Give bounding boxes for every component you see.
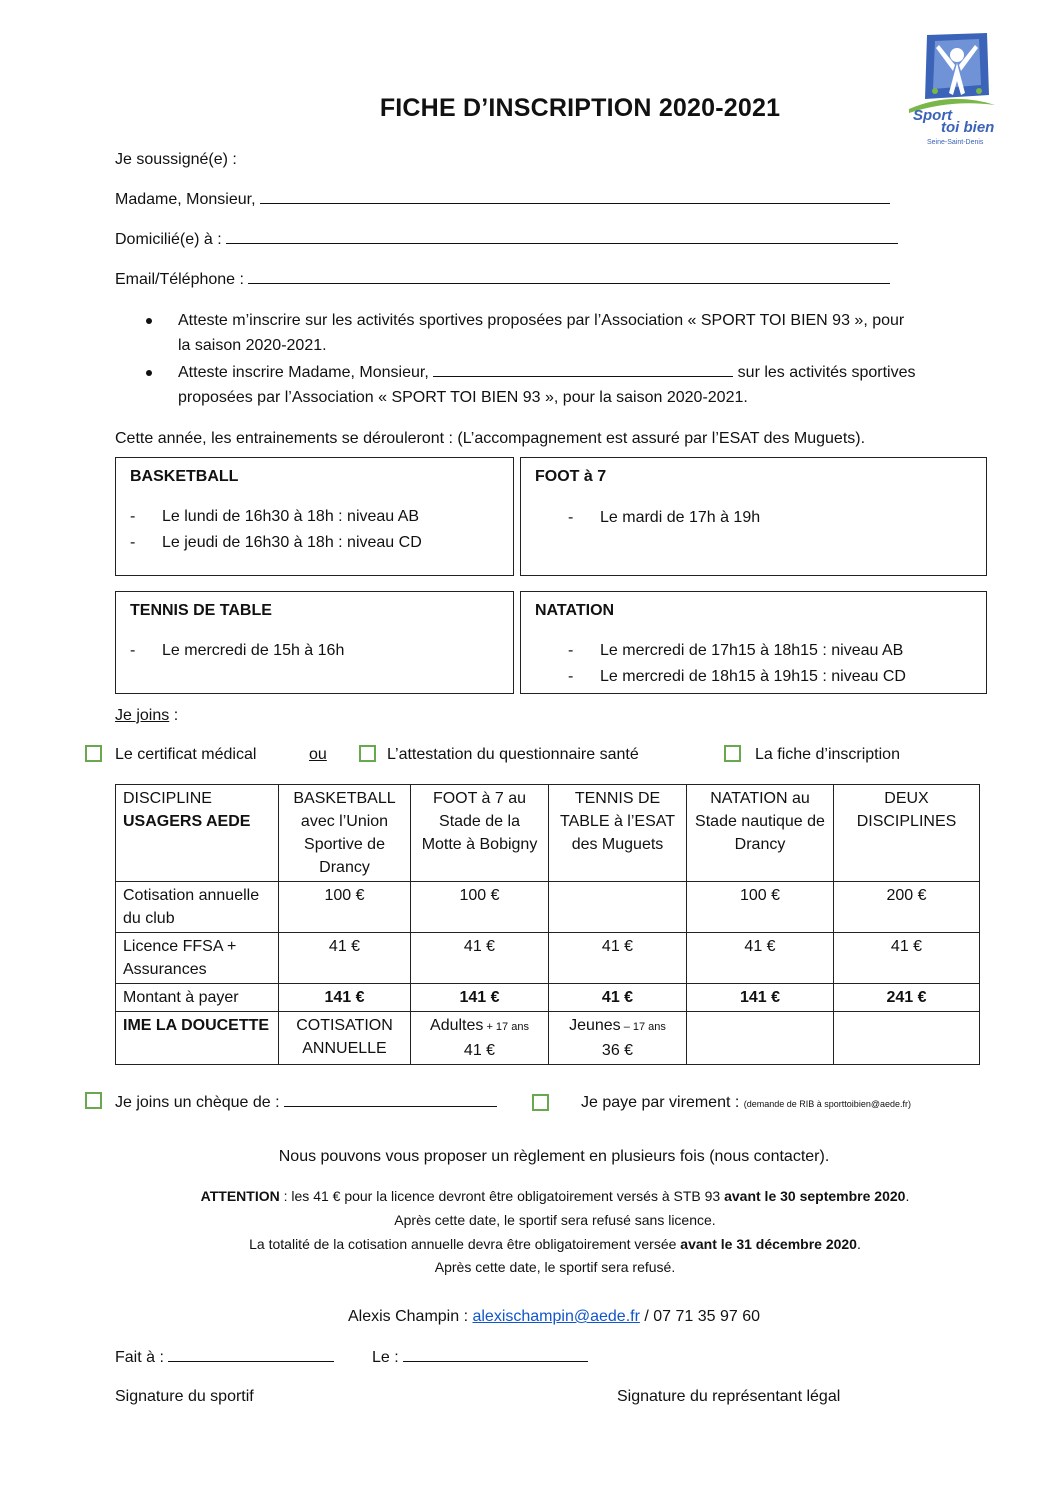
table-cell: IME LA DOUCETTE bbox=[116, 1012, 279, 1065]
table-cell: DEUX DISCIPLINES bbox=[834, 785, 980, 882]
table-cell: 200 € bbox=[834, 882, 980, 933]
bullet-2-line-2: proposées par l’Association « SPORT TOI BIEN 93 », pour la saison 2020-2021. bbox=[178, 389, 748, 406]
table-cell: Cotisation annuelle du club bbox=[116, 882, 279, 933]
bullet-2-part-1: Atteste inscrire Madame, Monsieur, bbox=[178, 364, 429, 381]
bullet-1-line-1: Atteste m’inscrire sur les activités sportives proposées par l’Association « SPORT TOI BIEN 93 », pour bbox=[178, 312, 905, 329]
contact-email-link[interactable]: alexischampin@aede.fr bbox=[472, 1308, 640, 1325]
logo-subtitle: Seine-Saint-Denis bbox=[927, 139, 984, 146]
table-cell: 41 € bbox=[834, 933, 980, 984]
fees-table bbox=[115, 784, 980, 1065]
contact-field-line[interactable] bbox=[248, 283, 890, 284]
virement-label: Je paye par virement : bbox=[581, 1094, 740, 1111]
table-cell: 41 € bbox=[549, 984, 687, 1012]
installments-text: Nous pouvons vous proposer un règlement en plusieurs fois (nous contacter). bbox=[278, 1148, 830, 1165]
table-cell: Jeunes – 17 ans 36 € bbox=[549, 1012, 687, 1065]
table-cell: 141 € bbox=[411, 984, 549, 1012]
attach-heading: Je joins : bbox=[115, 707, 179, 724]
table-cell: 41 € bbox=[411, 933, 549, 984]
other-person-field-line[interactable] bbox=[433, 376, 733, 377]
table-cell: 41 € bbox=[549, 933, 687, 984]
box-natation bbox=[520, 591, 987, 694]
table-cell: BASKETBALL avec l’Union Sportive de Drancy bbox=[279, 785, 411, 882]
bullet-2-part-2: sur les activités sportives bbox=[737, 364, 916, 381]
cheque-row bbox=[115, 1094, 497, 1112]
table-cell: FOOT à 7 au Stade de la Motte à Bobigny bbox=[411, 785, 549, 882]
contact-row bbox=[115, 271, 890, 289]
note-line-1: ATTENTION : les 41 € pour la licence devront être obligatoirement versés à STB 93 avant le 30 septembre 2020. bbox=[200, 1188, 910, 1204]
table-row bbox=[116, 882, 980, 933]
box-title: TENNIS DE TABLE bbox=[130, 602, 272, 619]
cheque-label: Je joins un chèque de : bbox=[115, 1094, 280, 1111]
form-checkbox[interactable] bbox=[724, 745, 741, 762]
sport-toi-bien-logo bbox=[905, 33, 997, 153]
undersigned-label: Je soussigné(e) : bbox=[115, 151, 237, 168]
name-label: Madame, Monsieur, bbox=[115, 191, 256, 208]
logo-text-sport: Sport bbox=[913, 107, 953, 124]
virement-row bbox=[581, 1094, 911, 1112]
name-row bbox=[115, 191, 890, 209]
table-cell: 141 € bbox=[279, 984, 411, 1012]
table-cell bbox=[687, 1012, 834, 1065]
virement-note: (demande de RIB à sporttoibien@aede.fr) bbox=[743, 1099, 911, 1109]
logo-text-toi-bien: toi bien bbox=[941, 119, 995, 136]
date-label: Le : bbox=[372, 1349, 399, 1366]
address-label: Domicilié(e) à : bbox=[115, 231, 222, 248]
signature-sportif: Signature du sportif bbox=[115, 1388, 254, 1405]
contact-name: Alexis Champin : bbox=[347, 1308, 473, 1325]
or-label: ou bbox=[309, 746, 327, 763]
table-cell: 141 € bbox=[687, 984, 834, 1012]
bullet-icon bbox=[146, 318, 152, 324]
bullet-icon bbox=[146, 370, 152, 376]
table-cell: NATATION au Stade nautique de Drancy bbox=[687, 785, 834, 882]
table-cell bbox=[549, 882, 687, 933]
questionnaire-label: L’attestation du questionnaire santé bbox=[387, 746, 639, 763]
table-cell: TENNIS DE TABLE à l’ESAT des Muguets bbox=[549, 785, 687, 882]
form-label: La fiche d’inscription bbox=[755, 746, 900, 763]
box-title: BASKETBALL bbox=[130, 468, 239, 485]
table-row bbox=[116, 785, 980, 882]
schedule-item: - Le mercredi de 18h15 à 19h15 : niveau CD bbox=[568, 668, 906, 685]
box-tennis bbox=[115, 591, 514, 694]
table-cell bbox=[834, 1012, 980, 1065]
table-cell: 100 € bbox=[687, 882, 834, 933]
note-line-3: La totalité de la cotisation annuelle devra être obligatoirement versée avant le 31 décembre 2020. bbox=[249, 1236, 861, 1252]
signature-legal: Signature du représentant légal bbox=[617, 1388, 841, 1405]
table-cell: COTISATION ANNUELLE bbox=[279, 1012, 411, 1065]
schedule-item: - Le lundi de 16h30 à 18h : niveau AB bbox=[130, 508, 420, 525]
table-row bbox=[116, 984, 980, 1012]
schedule-item: - Le mardi de 17h à 19h bbox=[568, 509, 761, 526]
table-row bbox=[116, 933, 980, 984]
table-cell: 100 € bbox=[279, 882, 411, 933]
date-field-line[interactable] bbox=[403, 1361, 588, 1362]
fait-label: Fait à : bbox=[115, 1349, 164, 1366]
table-cell: 41 € bbox=[279, 933, 411, 984]
page-title: FICHE D’INSCRIPTION 2020-2021 bbox=[379, 94, 781, 122]
table-cell: 100 € bbox=[411, 882, 549, 933]
table-cell: Montant à payer bbox=[116, 984, 279, 1012]
bullet-1-line-2: la saison 2020-2021. bbox=[178, 337, 327, 354]
contact-line bbox=[0, 1308, 1058, 1326]
schedule-item: - Le jeudi de 16h30 à 18h : niveau CD bbox=[130, 534, 422, 551]
fait-field-line[interactable] bbox=[168, 1361, 334, 1362]
box-title: NATATION bbox=[535, 602, 615, 619]
box-foot bbox=[520, 457, 987, 576]
schedule-item: - Le mercredi de 17h15 à 18h15 : niveau AB bbox=[568, 642, 904, 659]
cheque-amount-line[interactable] bbox=[284, 1106, 497, 1107]
certificate-checkbox[interactable] bbox=[85, 745, 102, 762]
table-cell: DISCIPLINE USAGERS AEDE bbox=[116, 785, 279, 882]
virement-checkbox[interactable] bbox=[532, 1094, 549, 1111]
bullet-2-line-1 bbox=[178, 364, 916, 382]
table-row bbox=[116, 1012, 980, 1065]
name-field-line[interactable] bbox=[260, 203, 890, 204]
table-cell: 41 € bbox=[687, 933, 834, 984]
box-title: FOOT à 7 bbox=[535, 468, 607, 485]
questionnaire-checkbox[interactable] bbox=[359, 745, 376, 762]
table-cell: Adultes + 17 ans 41 € bbox=[411, 1012, 549, 1065]
contact-phone: / 07 71 35 97 60 bbox=[639, 1308, 761, 1325]
schedule-intro: Cette année, les entrainements se dérouleront : (L’accompagnement est assuré par l’ESAT des Muguets). bbox=[115, 430, 866, 447]
date-row bbox=[372, 1349, 588, 1367]
table-cell: Licence FFSA + Assurances bbox=[116, 933, 279, 984]
certificate-label: Le certificat médical bbox=[115, 746, 257, 763]
address-field-line[interactable] bbox=[226, 243, 898, 244]
contact-label: Email/Téléphone : bbox=[115, 271, 244, 288]
cheque-checkbox[interactable] bbox=[85, 1092, 102, 1109]
box-basketball bbox=[115, 457, 514, 576]
note-line-2: Après cette date, le sportif sera refusé sans licence. bbox=[394, 1212, 716, 1228]
fait-row bbox=[115, 1349, 334, 1367]
address-row bbox=[115, 231, 898, 249]
schedule-item: - Le mercredi de 15h à 16h bbox=[130, 642, 345, 659]
table-cell: 241 € bbox=[834, 984, 980, 1012]
note-line-4: Après cette date, le sportif sera refusé. bbox=[434, 1259, 676, 1275]
